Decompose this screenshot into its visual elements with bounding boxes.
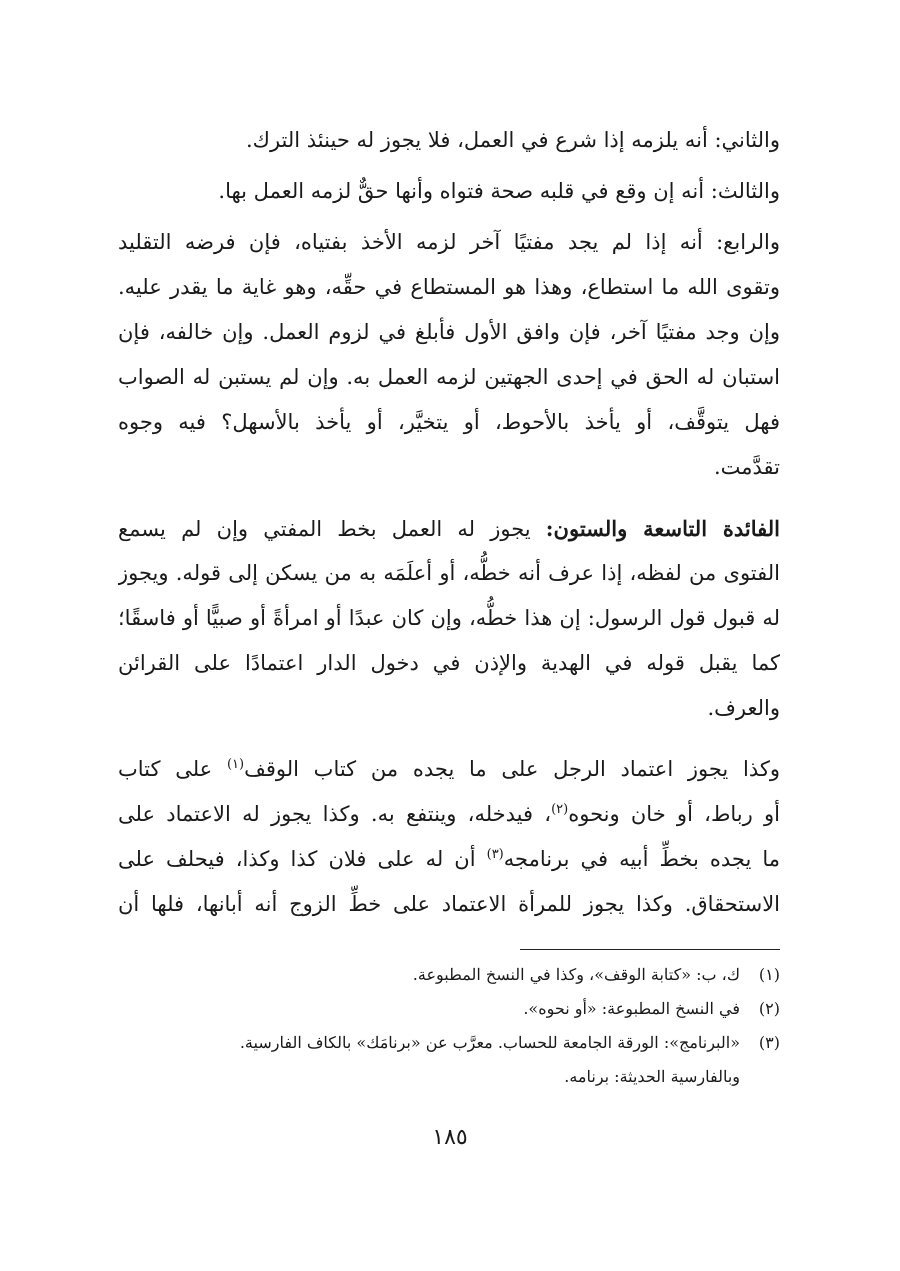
footnote-3-continuation: وبالفارسية الحديثة: برنامه. bbox=[564, 1067, 740, 1086]
page-body bbox=[118, 118, 780, 1094]
text-line: الفتوى من لفظه، إذا عرف أنه خطُّه، أو أعلَمَه به من يسكن إلى قوله. ويجوز bbox=[118, 561, 780, 585]
text-line: فهل يتوقَّف، أو يأخذ بالأحوط، أو يتخيَّر، أو يأخذ بالأسهل؟ فيه وجوه bbox=[118, 410, 780, 434]
footnote-1 bbox=[118, 958, 780, 992]
text-span: أن له على فلان كذا وكذا، فيحلف على bbox=[118, 847, 487, 871]
text-line: استبان له الحق في إحدى الجهتين لزمه العمل به. وإن لم يستبن له الصواب bbox=[118, 365, 780, 389]
text-line: والثالث: أنه إن وقع في قلبه صحة فتواه وأنها حقٌّ لزمه العمل بها. bbox=[218, 179, 780, 203]
text-line: الاستحقاق. وكذا يجوز للمرأة الاعتماد على خطِّ الزوج أنه أبانها، فلها أن bbox=[118, 892, 780, 916]
text-line: تقدَّمت. bbox=[713, 455, 780, 479]
text-span: ، فيدخله، وينتفع به. وكذا يجوز له الاعتماد على bbox=[118, 802, 552, 826]
footnote-number: (١) bbox=[758, 965, 780, 984]
text-line bbox=[118, 792, 780, 837]
paragraph-benefit-69 bbox=[118, 506, 780, 731]
section-heading: الفائدة التاسعة والستون: bbox=[545, 516, 780, 541]
footnote-ref-3: (٣) bbox=[486, 847, 504, 862]
footnotes bbox=[118, 958, 780, 1094]
text-line bbox=[118, 837, 780, 882]
text-line bbox=[118, 747, 780, 792]
footnote-number: (٢) bbox=[758, 999, 780, 1018]
footnote-number: (٣) bbox=[758, 1033, 780, 1052]
page-number: ١٨٥ bbox=[432, 1125, 468, 1150]
paragraph-waqf-document bbox=[118, 747, 780, 927]
text-span: على كتاب bbox=[118, 757, 227, 781]
footnote-divider bbox=[520, 949, 780, 950]
text-span: وكذا يجوز اعتماد الرجل على ما يجده من كتاب الوقف bbox=[244, 757, 780, 781]
footnote-text: «البرنامج»: الورقة الجامعة للحساب. معرَّب عن «برنامَك» بالكاف الفارسية. bbox=[239, 1033, 740, 1052]
text-line: وتقوى الله ما استطاع، وهذا هو المستطاع في حقِّه، وهو غاية ما يقدر عليه. bbox=[118, 275, 780, 299]
footnote-text: ك، ب: «كتابة الوقف»، وكذا في النسخ المطبوعة. bbox=[412, 965, 740, 984]
paragraph-third-point bbox=[118, 169, 780, 214]
paragraph-fourth-point bbox=[118, 220, 780, 490]
text-line: والرابع: أنه إذا لم يجد مفتيًا آخر لزمه الأخذ بفتياه، فإن فرضه التقليد bbox=[118, 230, 780, 254]
paragraph-second-point bbox=[118, 118, 780, 163]
text-span: أو رباط، أو خان ونحوه bbox=[568, 802, 780, 826]
text-line: والعرف. bbox=[707, 696, 780, 720]
text-line: كما يقبل قوله في الهدية والإذن في دخول الدار اعتمادًا على القرائن bbox=[118, 651, 780, 675]
footnote-2 bbox=[118, 992, 780, 1026]
text-line: له قبول قول الرسول: إن هذا خطُّه، وإن كان عبدًا أو امرأةً أو صبيًّا أو فاسقًا؛ bbox=[118, 606, 780, 630]
text-line: وإن وجد مفتيًا آخر، فإن وافق الأول فأبلغ في لزوم العمل. وإن خالفه، فإن bbox=[118, 320, 780, 344]
footnote-ref-2: (٢) bbox=[551, 802, 569, 817]
footnote-ref-1: (١) bbox=[226, 757, 245, 772]
text-line: والثاني: أنه يلزمه إذا شرع في العمل، فلا يجوز له حينئذ الترك. bbox=[245, 128, 780, 152]
text-span: يجوز له العمل بخط المفتي وإن لم يسمع bbox=[118, 517, 546, 541]
text-line bbox=[118, 506, 780, 551]
footnote-text: في النسخ المطبوعة: «أو نحوه». bbox=[523, 999, 740, 1018]
footnote-3 bbox=[118, 1026, 780, 1060]
text-span: ما يجده بخطِّ أبيه في برنامجه bbox=[503, 847, 780, 871]
